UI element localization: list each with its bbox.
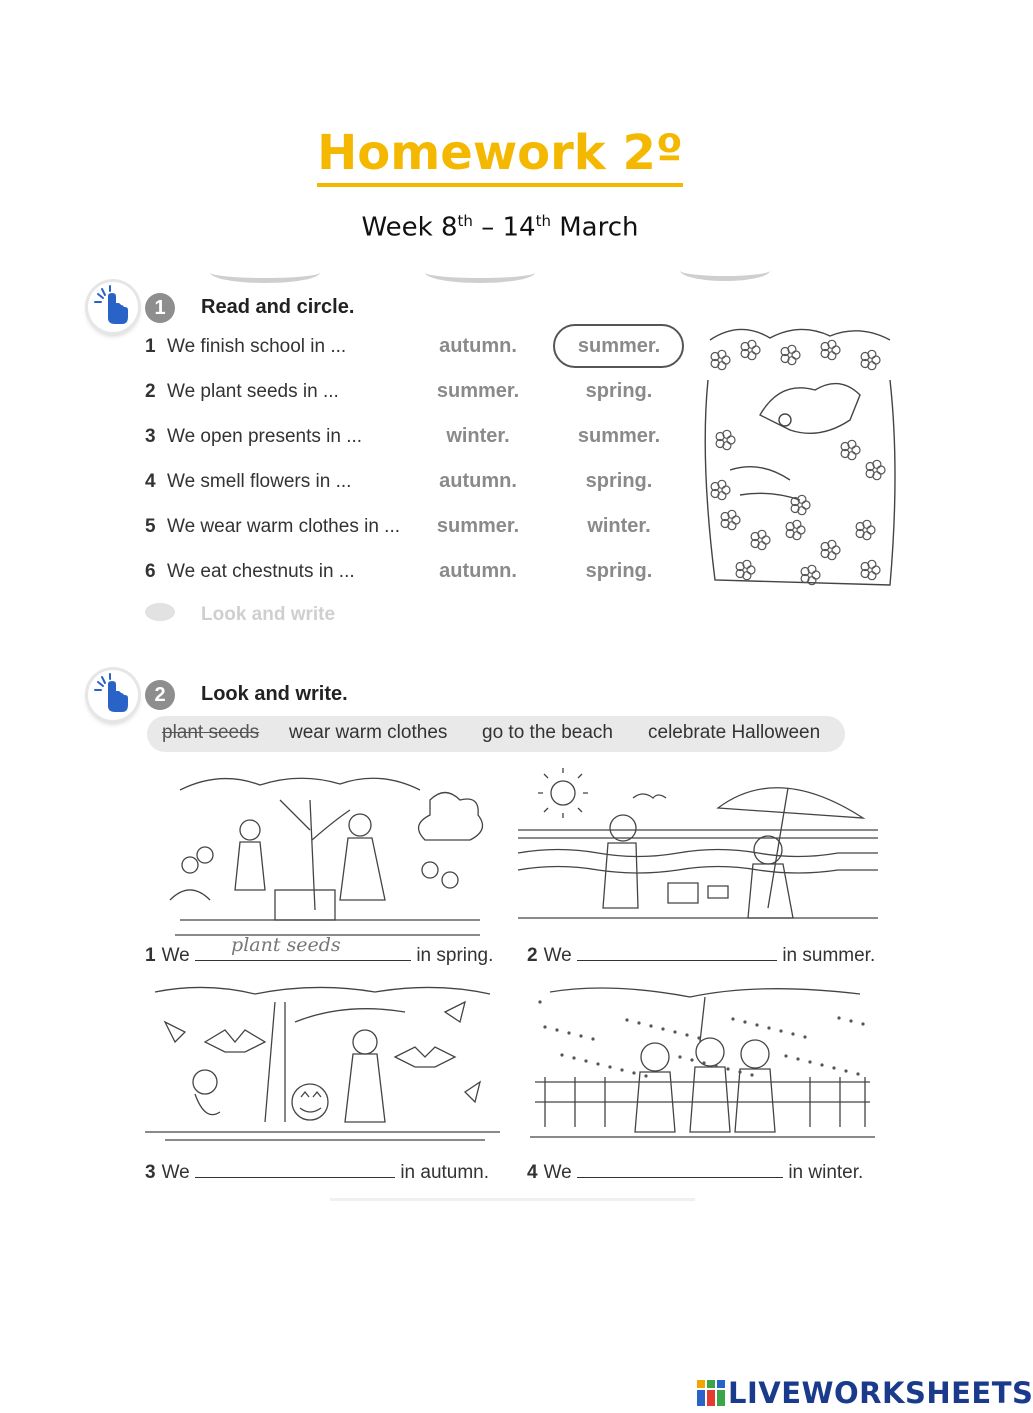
divider <box>330 1198 695 1201</box>
exercise-number: 2 <box>145 680 175 710</box>
option-a[interactable]: autumn. <box>439 335 517 357</box>
flower-garden-illustration <box>700 320 900 595</box>
option-b[interactable]: spring. <box>585 380 653 402</box>
sentence-4: 4 We in winter. <box>527 1159 863 1184</box>
question-1: 1 We finish school in ... <box>145 336 347 357</box>
option-a[interactable]: winter. <box>446 425 510 447</box>
hand-tap-icon <box>88 282 138 332</box>
word-bank-item: celebrate Halloween <box>648 722 821 743</box>
halloween-illustration <box>145 982 500 1147</box>
faded-heading: Look and write <box>201 604 336 625</box>
option-b[interactable]: winter. <box>587 515 651 537</box>
word-bank-item: plant seeds <box>162 722 260 743</box>
answer-blank[interactable] <box>195 1159 395 1178</box>
answer-circle <box>553 324 684 368</box>
footer-brand: LIVEWORKSHEETS <box>728 1376 1033 1410</box>
option-a[interactable]: autumn. <box>439 470 517 492</box>
winter-illustration <box>530 982 875 1147</box>
hand-tap-icon <box>88 670 138 720</box>
decorative-arc <box>210 262 320 283</box>
question-4: 4 We smell flowers in ... <box>145 471 352 492</box>
question-6: 6 We eat chestnuts in ... <box>145 561 355 582</box>
page-subtitle: Week 8th – 14th March <box>361 212 639 243</box>
option-b[interactable]: summer. <box>577 335 661 357</box>
question-3: 3 We open presents in ... <box>145 426 363 447</box>
question-2: 2 We plant seeds in ... <box>145 381 339 402</box>
option-a[interactable]: summer. <box>436 380 520 402</box>
decorative-arc <box>680 260 770 281</box>
word-bank-item: go to the beach <box>482 722 613 743</box>
option-b[interactable]: spring. <box>585 560 653 582</box>
sentence-3: 3 We in autumn. <box>145 1159 489 1184</box>
exercise-number: 1 <box>145 293 175 323</box>
answer-blank[interactable] <box>577 942 777 961</box>
exercise-heading: Look and write. <box>201 683 348 705</box>
word-bank-item: wear warm clothes <box>289 722 448 743</box>
answer-blank[interactable]: plant seeds <box>195 942 411 961</box>
sentence-2: 2 We in summer. <box>527 942 875 967</box>
beach-illustration <box>518 768 878 923</box>
answer-blank[interactable] <box>577 1159 783 1178</box>
option-b[interactable]: summer. <box>577 425 661 447</box>
option-a[interactable]: autumn. <box>439 560 517 582</box>
question-5: 5 We wear warm clothes in ... <box>145 516 401 537</box>
decorative-arc <box>425 262 535 283</box>
option-a[interactable]: summer. <box>436 515 520 537</box>
exercise-heading: Read and circle. <box>201 296 355 318</box>
garden-planting-illustration <box>160 770 495 935</box>
page-title: Homework 2º <box>0 125 1000 181</box>
faded-number <box>145 603 175 621</box>
liveworksheets-logo-icon <box>697 1380 725 1406</box>
option-b[interactable]: spring. <box>585 470 653 492</box>
sentence-1: 1 We plant seeds in spring. <box>145 934 494 966</box>
